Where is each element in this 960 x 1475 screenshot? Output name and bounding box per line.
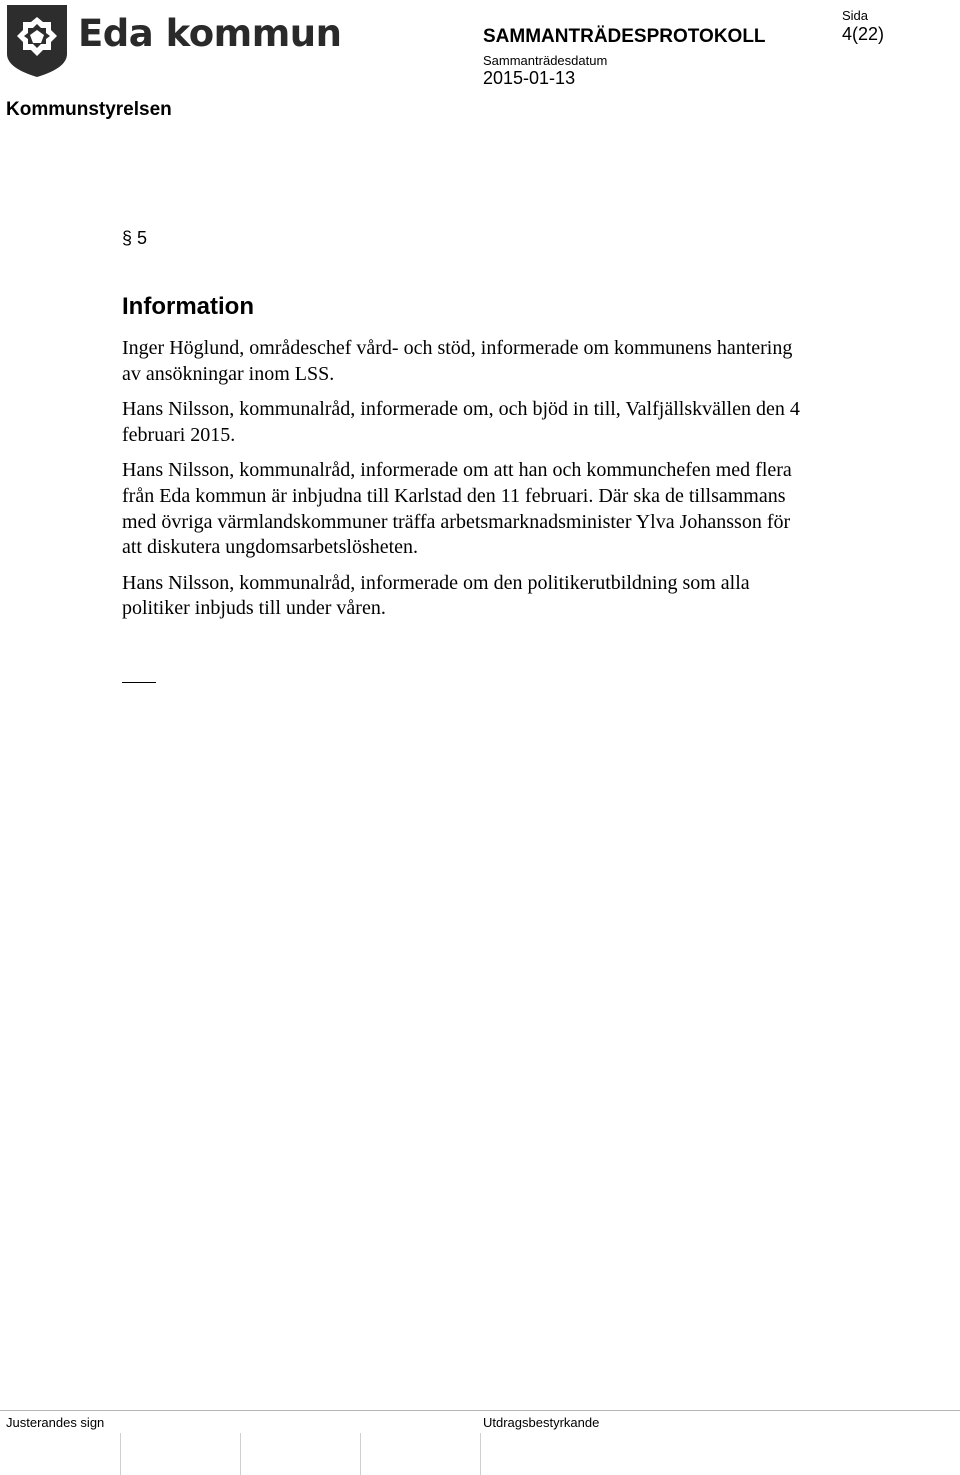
- meeting-date-label: Sammanträdesdatum: [483, 53, 608, 68]
- page-label: Sida: [842, 8, 869, 23]
- body-paragraph: Hans Nilsson, kommunalråd, informerade om, och bjöd in till, Valfjällskvällen den 4 februari 2015.: [122, 398, 800, 446]
- justerandes-sign-label: Justerandes sign: [6, 1415, 105, 1430]
- section-paragraph-number: § 5: [122, 228, 148, 248]
- department-name: Kommunstyrelsen: [6, 99, 172, 120]
- section-end-rule: [122, 682, 156, 683]
- page-number: 4(22): [842, 24, 885, 44]
- body-paragraph: Hans Nilsson, kommunalråd, informerade om att han och kommunchefen med flera från Eda kommun är inbjudna till Karlstad den 11 februari. Där ska de tillsammans med övriga värmlandskommuner träffa arbetsmarknadsminister Ylva Johansson för att diskutera ungdomsarbetslösheten.: [122, 459, 792, 559]
- signature-box-divider: [360, 1433, 361, 1475]
- signature-box-divider: [480, 1433, 481, 1475]
- protocol-title: SAMMANTRÄDESPROTOKOLL: [483, 26, 766, 47]
- body-paragraph: Hans Nilsson, kommunalråd, informerade om den politikerutbildning som alla politiker inbjuds till under våren.: [122, 571, 750, 620]
- section-heading: Information: [122, 293, 254, 320]
- body-paragraph: Inger Höglund, områdeschef vård- och stöd, informerade om kommunens hantering av ansökningar inom LSS.: [122, 337, 793, 385]
- signature-box-divider: [120, 1433, 121, 1475]
- meeting-date-value: 2015-01-13: [483, 68, 576, 88]
- brand-name: Eda kommun: [78, 12, 342, 55]
- signature-footer: [0, 1410, 960, 1475]
- coat-of-arms-icon: [6, 4, 68, 78]
- utdragsbestyrkande-label: Utdragsbestyrkande: [483, 1415, 600, 1430]
- section-body: [122, 336, 802, 632]
- signature-box-divider: [240, 1433, 241, 1475]
